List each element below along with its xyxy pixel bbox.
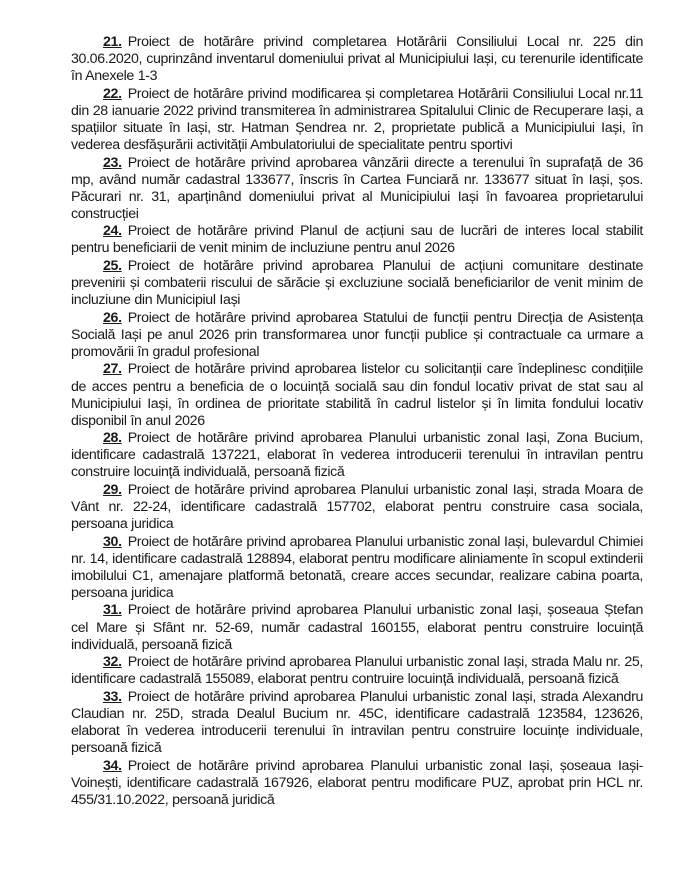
item-number: 25. bbox=[103, 257, 122, 274]
agenda-item-32 bbox=[71, 654, 643, 688]
item-text: Proiect de hotărâre privind completarea Hotărârii Consiliului Local nr. 225 din 30.06.2020, cuprinzând inventarul domeniului privat al Municipiului Iași, cu terenurile identificate în Anexele 1-3 bbox=[71, 34, 643, 85]
item-number: 24. bbox=[103, 223, 122, 240]
item-number: 29. bbox=[103, 481, 122, 498]
item-text: Proiect de hotărâre privind aprobarea Planului urbanistic zonal Iași, strada Alexandru Claudian nr. 25D, strada Dealul Bucium nr. 45C, identificare cadastrală 123584, 123626, elaborat în vederea introducerii terenului în intravilan pentru construire locuințe individuale, persoană fizică bbox=[71, 688, 643, 757]
item-number: 32. bbox=[103, 654, 122, 671]
agenda-item-33 bbox=[71, 689, 643, 757]
agenda-item-21 bbox=[71, 34, 643, 85]
agenda-item-27 bbox=[71, 361, 643, 429]
agenda-item-24 bbox=[71, 223, 643, 257]
item-number: 26. bbox=[103, 309, 122, 326]
item-text: Proiect de hotărâre privind Planul de acțiuni sau de lucrări de interes local stabilit pentru beneficiarii de venit minim de incluziune pentru anul 2026 bbox=[71, 223, 643, 257]
item-text: Proiect de hotărâre privind aprobarea vânzării directe a terenului în suprafață de 36 mp, având număr cadastral 133677, înscris în Cartea Funciară nr. 133677 situat în Iași, șos. Păcurari nr. 31, aparținând domeniului privat al Municipiului Iași în favoarea proprietarului construcției bbox=[71, 154, 643, 222]
agenda-item-25 bbox=[71, 258, 643, 309]
item-text: Proiect de hotărâre privind aprobarea Planului urbanistic zonal Iași, șoseaua Ștefan cel Mare și Sfânt nr. 52-69, număr cadastral 160155, elaborat pentru construire locuință individuală, persoană fizică bbox=[71, 602, 643, 653]
item-text: Proiect de hotărâre privind aprobarea Planului urbanistic zonal Iași, strada Moara de Vânt nr. 22-24, identificare cadastrală 157702, elaborat pentru construire casa sociala, persoana juridica bbox=[71, 481, 643, 533]
item-number: 28. bbox=[103, 430, 122, 447]
item-number: 31. bbox=[103, 602, 122, 619]
item-text: Proiect de hotărâre privind aprobarea Planului urbanistic zonal Iași, strada Malu nr. 25, identificare cadastrală 155089, elaborat pentru contruire locuință individuală, persoană fizică bbox=[71, 654, 643, 688]
item-text: Proiect de hotărâre privind aprobarea Planului de acțiuni comunitare destinate prevenirii și combaterii riscului de sărăcie și excluziune socială beneficiarilor de venit minim de incluziune din Municipiul Iași bbox=[71, 257, 643, 309]
agenda-list bbox=[71, 34, 643, 809]
item-text: Proiect de hotărâre privind aprobarea listelor cu solicitanții care îndeplinesc condițiile de acces pentru a beneficia de o locuință socială sau din fondul locativ privat de stat sau al Municipiului Iași, în ordinea de prioritate stabilită în cadrul listelor și în limita fondului locativ disponibil în anul 2026 bbox=[71, 361, 643, 429]
agenda-item-22 bbox=[71, 86, 643, 154]
item-number: 22. bbox=[103, 85, 122, 102]
agenda-item-28 bbox=[71, 430, 643, 481]
item-text: Proiect de hotărâre privind modificarea și completarea Hotărârii Consiliului Local nr.11 din 28 ianuarie 2022 privind transmiterea în administrarea Spitalului Clinic de Recuperare Iași, a spațiilor situate în Iași, str. Hatman Șendrea nr. 2, proprietate publică a Municipiului Iași, în vederea desfășurării activității Ambulatoriului de specialitate pentru sportivi bbox=[71, 85, 643, 153]
item-text: Proiect de hotărâre privind aprobarea Statului de funcții pentru Direcția de Asistența Socială Iași pe anul 2026 prin transformarea unor funcții publice și contractuale ca urmare a promovării în gradul profesional bbox=[71, 309, 643, 360]
agenda-item-23 bbox=[71, 155, 643, 223]
agenda-item-26 bbox=[71, 310, 643, 361]
item-text: Proiect de hotărâre privind aprobarea Planului urbanistic zonal Iași, Zona Bucium, identificare cadastrală 137221, elaborat în vederea introducerii terenului în intravilan pentru construire locuință individuală, persoană fizică bbox=[71, 430, 643, 481]
item-number: 21. bbox=[103, 34, 122, 50]
item-number: 34. bbox=[103, 757, 122, 774]
agenda-item-34 bbox=[71, 758, 643, 809]
item-text: Proiect de hotărâre privind aprobarea Planului urbanistic zonal Iași, bulevardul Chimiei nr. 14, identificare cadastrală 128894, elaborat pentru modificare aliniamente în scopul extinderii imobilului C1, amenajare platformă betonată, creare acces secundar, realizare cabina poarta, persoana juridica bbox=[71, 533, 643, 601]
item-number: 33. bbox=[103, 688, 122, 705]
agenda-item-30 bbox=[71, 534, 643, 602]
item-number: 30. bbox=[103, 533, 122, 550]
item-text: Proiect de hotărâre privind aprobarea Planului urbanistic zonal Iași, șoseaua Iași-Voinești, identificare cadastrală 167926, elaborat pentru modificare PUZ, aprobat prin HCL nr. 455/31.10.2022, persoană juridică bbox=[71, 757, 643, 808]
agenda-item-31 bbox=[71, 602, 643, 653]
item-number: 23. bbox=[103, 154, 122, 171]
item-number: 27. bbox=[103, 361, 122, 378]
agenda-item-29 bbox=[71, 482, 643, 533]
